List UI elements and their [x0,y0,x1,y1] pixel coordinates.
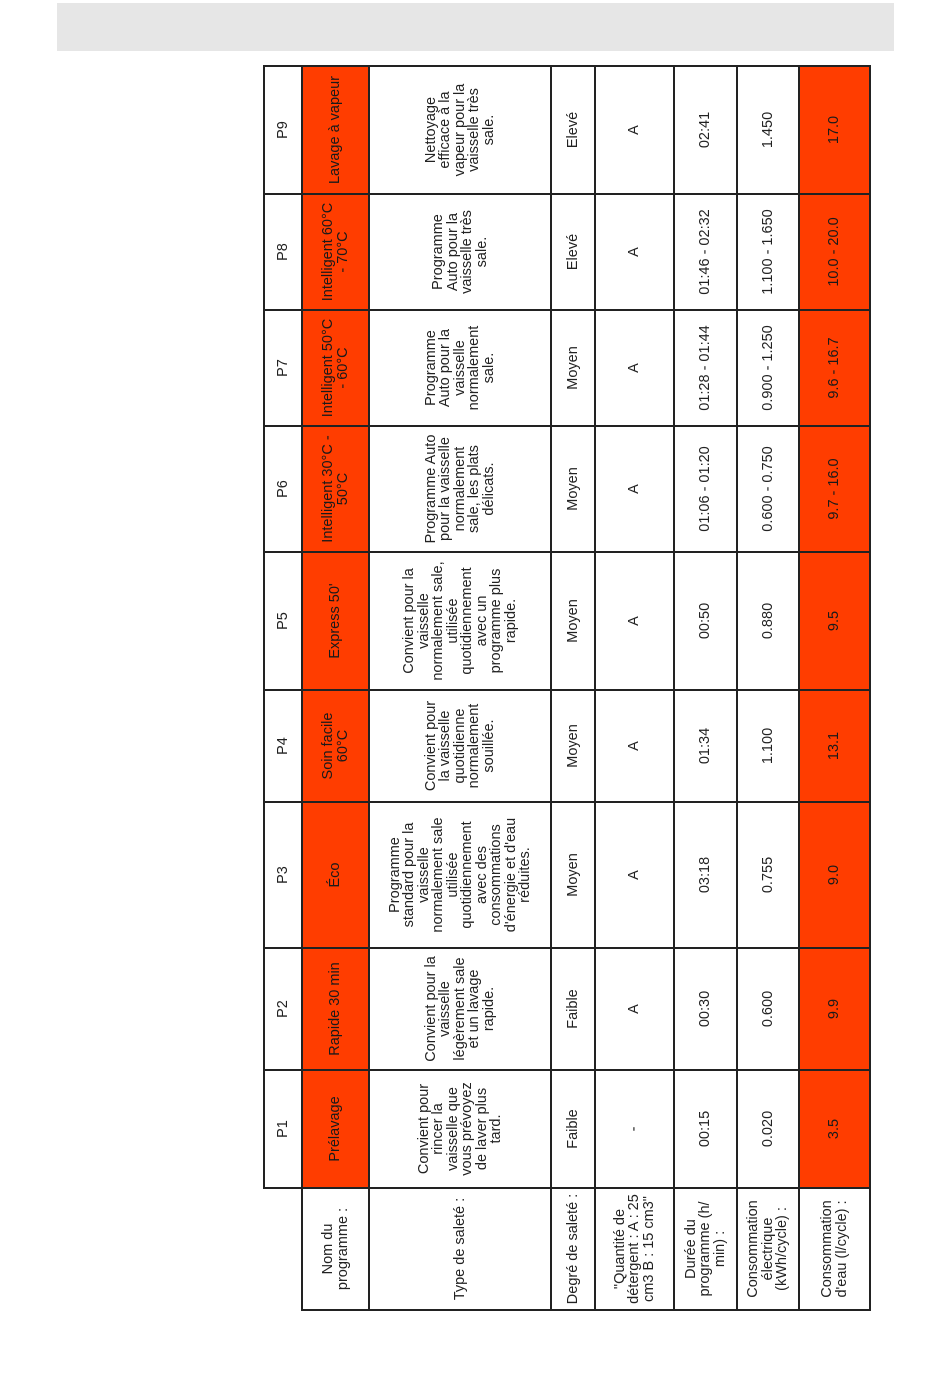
dirt-degree-cell: Moyen [551,552,595,690]
program-name-cell: Intelligent 60°C - 70°C [302,194,369,310]
duration-cell: 01:28 - 01:44 [674,310,737,426]
row-label-name: Nom du programme : [302,1188,369,1310]
program-code: P3 [264,802,302,948]
detergent-cell: A [595,194,674,310]
dirt-degree-cell: Moyen [551,802,595,948]
dirt-type-cell: Programme Auto pour la vaisselle normalement sale, les plats délicats. [369,426,551,552]
duration-cell: 00:15 [674,1070,737,1188]
row-label-duration: Durée du programme (h/ min) : [674,1188,737,1310]
dirt-type-cell: Convient pour la vaisselle normalement sale, utilisée quotidiennement avec un programme plus rapide. [369,552,551,690]
water-cell: 9.0 [799,802,870,948]
duration-cell: 01:34 [674,690,737,802]
water-cell: 9.9 [799,948,870,1070]
energy-cell: 0.020 [737,1070,799,1188]
program-name-cell: Express 50' [302,552,369,690]
row-detergent [595,66,674,1310]
row-label-detergent: "Quantité de détergent : A : 25 cm3 B : 15 cm3" [595,1188,674,1310]
duration-cell: 03:18 [674,802,737,948]
energy-cell: 0.900 - 1.250 [737,310,799,426]
detergent-cell: A [595,552,674,690]
program-name-cell: Soin facile 60°C [302,690,369,802]
program-code: P6 [264,426,302,552]
row-label-energy: Consommation électrique (kWh/cycle) : [737,1188,799,1310]
duration-cell: 01:46 - 02:32 [674,194,737,310]
dirt-type-cell: Nettoyage efficace à la vapeur pour la vaisselle très sale. [369,66,551,194]
row-label-dirt-type: Type de saleté : [369,1188,551,1310]
energy-cell: 1.100 - 1.650 [737,194,799,310]
page-header-band [57,3,894,51]
program-name-cell: Prélavage [302,1070,369,1188]
row-water [799,66,870,1310]
program-code: P1 [264,1070,302,1188]
program-code: P2 [264,948,302,1070]
dirt-type-cell: Programme Auto pour la vaisselle très sale. [369,194,551,310]
header-row [264,66,302,1310]
dirt-degree-cell: Elevé [551,194,595,310]
row-label-dirt-degree: Degré de saleté : [551,1188,595,1310]
program-name-cell: Intelligent 30°C - 50°C [302,426,369,552]
dirt-type-cell: Convient pour la vaisselle légèrement sale et un lavage rapide. [369,948,551,1070]
water-cell: 10.0 - 20.0 [799,194,870,310]
row-energy [737,66,799,1310]
energy-cell: 0.600 [737,948,799,1070]
program-code: P9 [264,66,302,194]
dirt-degree-cell: Elevé [551,66,595,194]
energy-cell: 1.100 [737,690,799,802]
dirt-degree-cell: Moyen [551,426,595,552]
water-cell: 3.5 [799,1070,870,1188]
row-duration [674,66,737,1310]
detergent-cell: A [595,802,674,948]
dirt-degree-cell: Faible [551,1070,595,1188]
detergent-cell: A [595,310,674,426]
detergent-cell: A [595,948,674,1070]
program-table-rotated [263,67,869,1311]
detergent-cell: - [595,1070,674,1188]
duration-cell: 00:50 [674,552,737,690]
program-code: P5 [264,552,302,690]
dirt-type-cell: Convient pour la vaisselle quotidienne normalement souillée. [369,690,551,802]
water-cell: 9.6 - 16.7 [799,310,870,426]
energy-cell: 0.755 [737,802,799,948]
dirt-degree-cell: Moyen [551,690,595,802]
water-cell: 13.1 [799,690,870,802]
energy-cell: 1.450 [737,66,799,194]
row-label-water: Consommation d'eau (l/cycle) : [799,1188,870,1310]
detergent-cell: A [595,66,674,194]
energy-cell: 0.600 - 0.750 [737,426,799,552]
duration-cell: 00:30 [674,948,737,1070]
dirt-type-cell: Programme standard pour la vaisselle normalement sale utilisée quotidiennement avec des consommations d'énergie et d'eau réduites. [369,802,551,948]
program-name-cell: Éco [302,802,369,948]
program-code: P7 [264,310,302,426]
water-cell: 9.7 - 16.0 [799,426,870,552]
water-cell: 9.5 [799,552,870,690]
dirt-degree-cell: Moyen [551,310,595,426]
detergent-cell: A [595,690,674,802]
dirt-degree-cell: Faible [551,948,595,1070]
duration-cell: 02:41 [674,66,737,194]
program-table [263,65,871,1311]
row-dirt-degree [551,66,595,1310]
duration-cell: 01:06 - 01:20 [674,426,737,552]
dirt-type-cell: Convient pour rincer la vaisselle que vous prévoyez de laver plus tard. [369,1070,551,1188]
energy-cell: 0.880 [737,552,799,690]
water-cell: 17.0 [799,66,870,194]
row-program-name [302,66,369,1310]
program-code: P8 [264,194,302,310]
program-name-cell: Intelligent 50°C - 60°C [302,310,369,426]
program-name-cell: Lavage à vapeur [302,66,369,194]
program-code: P4 [264,690,302,802]
program-name-cell: Rapide 30 min [302,948,369,1070]
row-dirt-type [369,66,551,1310]
detergent-cell: A [595,426,674,552]
dirt-type-cell: Programme Auto pour la vaisselle normalement sale. [369,310,551,426]
header-corner [264,1188,302,1310]
